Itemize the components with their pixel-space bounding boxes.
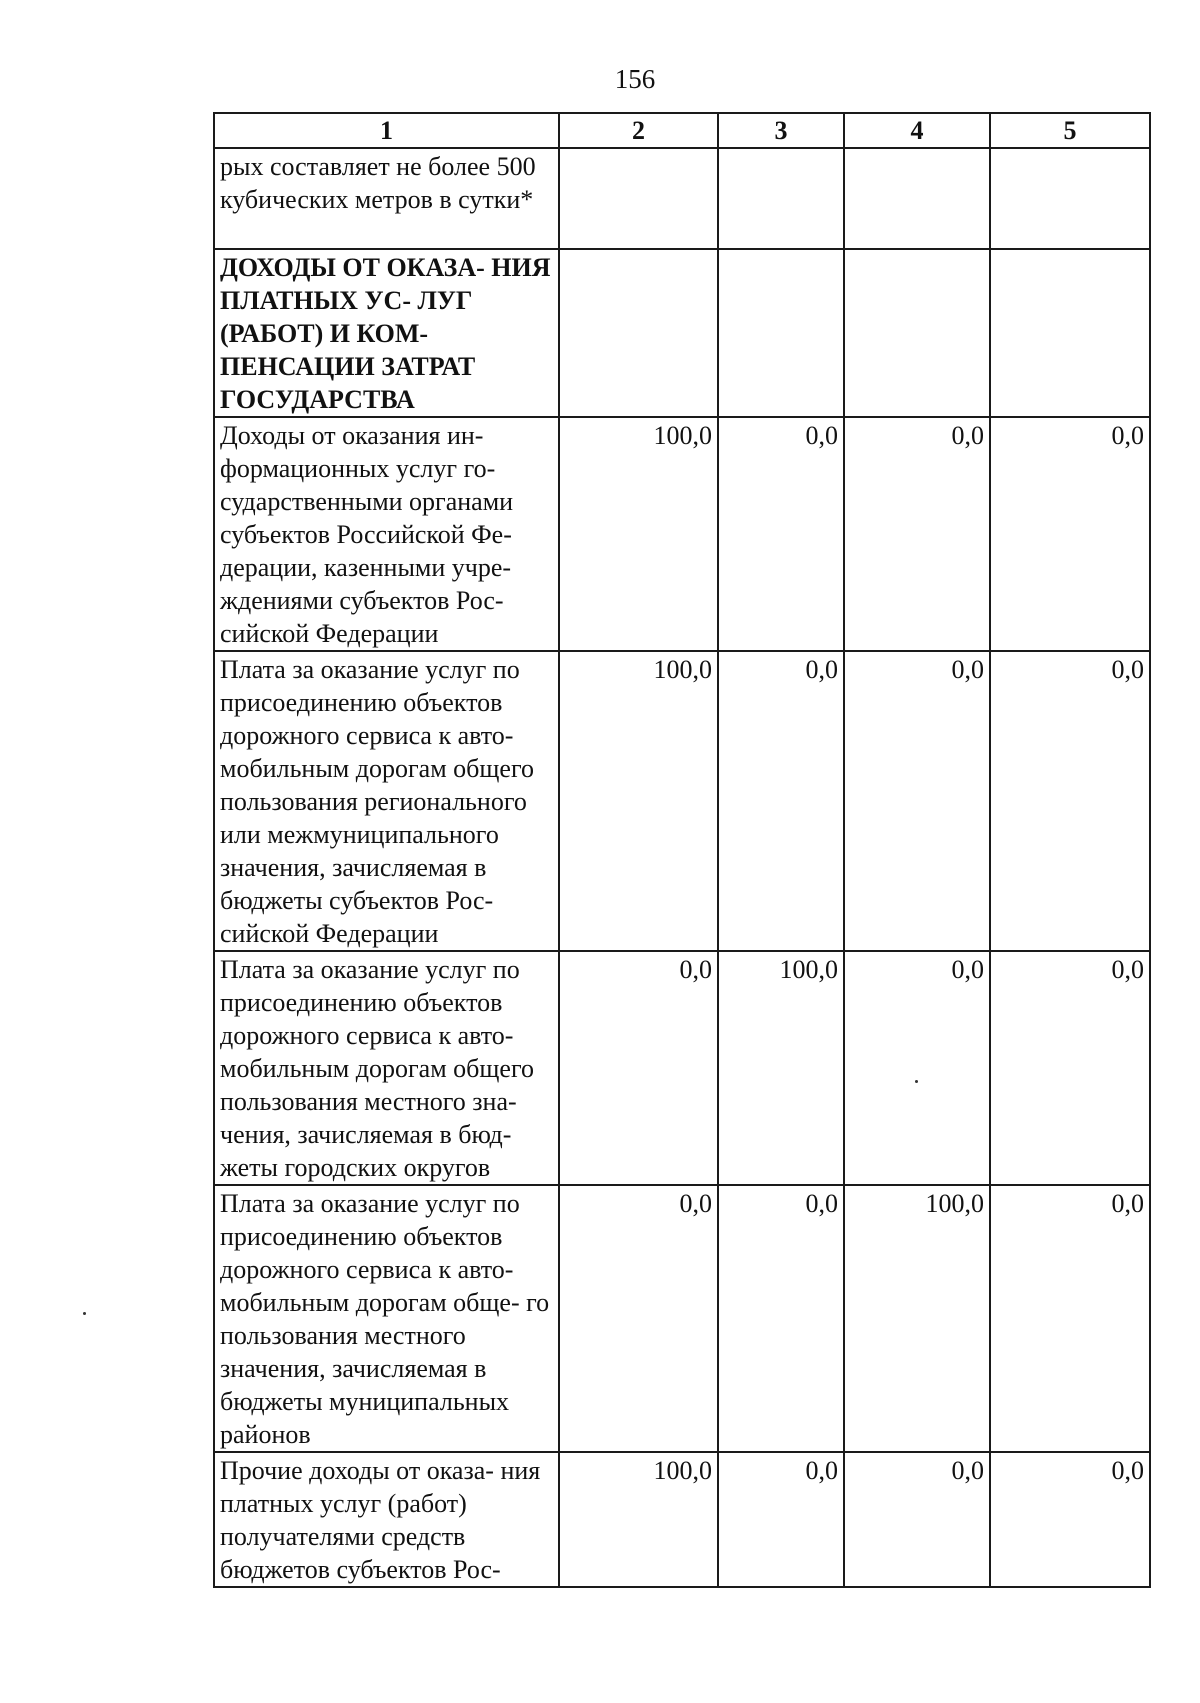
row-name: Доходы от оказания ин- формационных услуг го- сударственными органами субъектов Российской Фе- дерации, казенными учре- ждениями субъектов Рос- сийской Федерации: [214, 417, 559, 651]
table-row: [214, 1452, 1150, 1587]
row-name: Плата за оказание услуг по присоединению объектов дорожного сервиса к авто- мобильным дорогам обще- го пользования местного значения, зачисляемая в бюджеты муниципальных районов: [214, 1185, 559, 1452]
row-value-col4: 100,0: [844, 1185, 990, 1452]
row-value-col2: 100,0: [559, 651, 718, 951]
row-name: Плата за оказание услуг по присоединению объектов дорожного сервиса к авто- мобильным дорогам общего пользования регионального или межмуниципального значения, зачисляемая в бюджеты субъектов Рос- сийской Федерации: [214, 651, 559, 951]
row-value-col3: 0,0: [718, 1452, 844, 1587]
row-value-col3: 0,0: [718, 1185, 844, 1452]
page-number: 156: [614, 64, 656, 94]
row-value-col3: [718, 249, 844, 417]
row-value-col5: 0,0: [990, 1452, 1150, 1587]
row-value-col2: 100,0: [559, 417, 718, 651]
scan-speck: [915, 1080, 918, 1083]
row-value-col5: [990, 148, 1150, 249]
column-header-3: 3: [718, 113, 844, 148]
row-value-col5: 0,0: [990, 417, 1150, 651]
table-row: [214, 951, 1150, 1185]
row-name: рых составляет не более 500 кубических метров в сутки*: [214, 148, 559, 249]
row-value-col2: 0,0: [559, 951, 718, 1185]
row-name: Прочие доходы от оказа- ния платных услуг (работ) получателями средств бюджетов субъектов Рос-: [214, 1452, 559, 1587]
column-header-1: 1: [214, 113, 559, 148]
row-value-col3: 100,0: [718, 951, 844, 1185]
table-header-row: [214, 113, 1150, 148]
table-row: [214, 417, 1150, 651]
table-row: [214, 651, 1150, 951]
row-value-col4: 0,0: [844, 651, 990, 951]
table-row: [214, 148, 1150, 249]
row-value-col3: [718, 148, 844, 249]
row-value-col5: 0,0: [990, 651, 1150, 951]
section-heading: ДОХОДЫ ОТ ОКАЗА- НИЯ ПЛАТНЫХ УС- ЛУГ (РАБОТ) И КОМ- ПЕНСАЦИИ ЗАТРАТ ГОСУДАРСТВА: [214, 249, 559, 417]
row-value-col5: 0,0: [990, 951, 1150, 1185]
row-value-col4: [844, 148, 990, 249]
column-header-2: 2: [559, 113, 718, 148]
row-value-col4: 0,0: [844, 417, 990, 651]
row-value-col2: 100,0: [559, 1452, 718, 1587]
section-heading-row: [214, 249, 1150, 417]
revenue-distribution-table: [213, 112, 1151, 1588]
row-value-col5: 0,0: [990, 1185, 1150, 1452]
row-value-col2: 0,0: [559, 1185, 718, 1452]
row-value-col2: [559, 249, 718, 417]
row-name: Плата за оказание услуг по присоединению объектов дорожного сервиса к авто- мобильным дорогам общего пользования местного зна- чения, зачисляемая в бюд- жеты городских округов: [214, 951, 559, 1185]
row-value-col3: 0,0: [718, 651, 844, 951]
row-value-col4: 0,0: [844, 951, 990, 1185]
row-value-col2: [559, 148, 718, 249]
row-value-col5: [990, 249, 1150, 417]
row-value-col3: 0,0: [718, 417, 844, 651]
row-value-col4: 0,0: [844, 1452, 990, 1587]
scan-speck: [83, 1312, 86, 1315]
column-header-5: 5: [990, 113, 1150, 148]
row-value-col4: [844, 249, 990, 417]
table-row: [214, 1185, 1150, 1452]
column-header-4: 4: [844, 113, 990, 148]
